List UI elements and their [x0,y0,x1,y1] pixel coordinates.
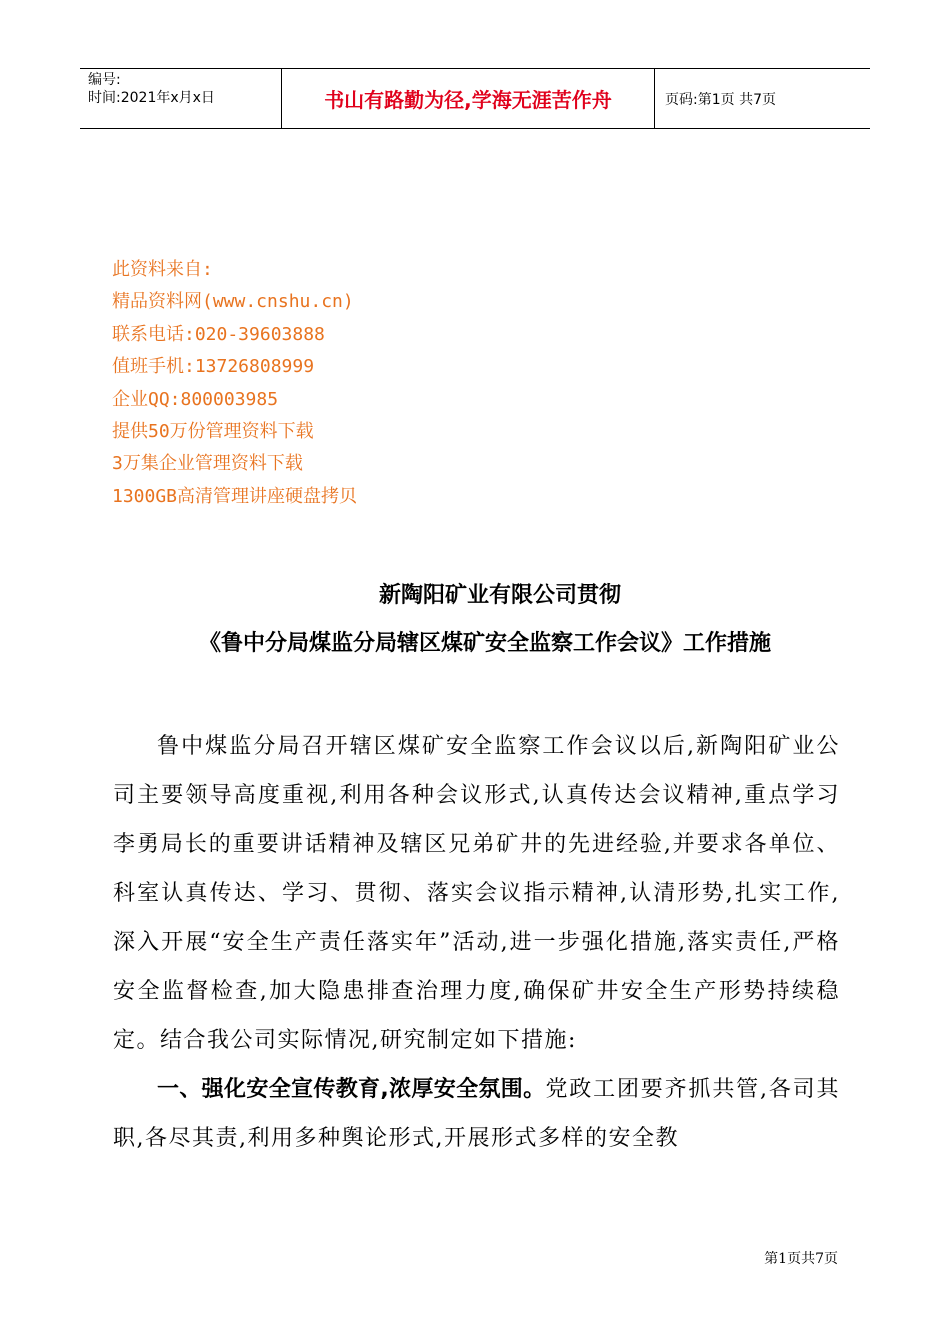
document-title-line1: 新陶阳矿业有限公司贯彻 [378,582,621,608]
document-title-line2: 《鲁中分局煤监分局辖区煤矿安全监察工作会议》工作措施 [198,630,771,656]
source-line: 企业QQ:800003985 [112,388,279,410]
header-motto: 书山有路勤为径,学海无涯苦作舟 [282,69,655,128]
time-label: 时间:2021年x月x日 [88,90,215,106]
source-line: 1300GB高清管理讲座硬盘拷贝 [112,485,358,507]
section-text: 党政工团要齐抓共管,各司其职,各尽其责,利用多种舆论形式,开展形式多样的安全教 [113,1077,841,1151]
source-line: 提供50万份管理资料下载 [112,421,314,443]
section-heading: 一、强化安全宣传教育,浓厚安全氛围。 [157,1077,546,1102]
source-line: 值班手机:13726808999 [112,356,315,378]
source-info-block [112,254,357,513]
body-paragraph: 鲁中煤监分局召开辖区煤矿安全监察工作会议以后,新陶阳矿业公司主要领导高度重视,利用各种会议形式,认真传达会议精神,重点学习李勇局长的重要讲话精神及辖区兄弟矿井的先进经验,并要求各单位、科室认真传达、学习、贯彻、落实会议指示精神,认清形势,扎实工作,深入开展“安全生产责任落实年”活动,进一步强化措施,落实责任,严格安全监督检查,加大隐患排查治理力度,确保矿井安全生产形势持续稳定。结合我公司实际情况,研究制定如下措施: [113,734,840,1053]
document-body [113,722,840,1163]
header-left-cell [80,69,282,128]
header-page-info: 页码:第1页 共7页 [665,91,776,108]
page-footer: 第1页共7页 [764,1251,838,1267]
header-table [80,68,870,129]
source-line: 精品资料网(www.cnshu.cn) [112,291,354,313]
source-line: 3万集企业管理资料下载 [112,453,303,475]
number-label: 编号: [88,72,121,88]
source-line: 联系电话:020-39603888 [112,323,325,345]
body-paragraph-2 [113,1065,840,1163]
source-line: 此资料来自: [112,259,213,280]
